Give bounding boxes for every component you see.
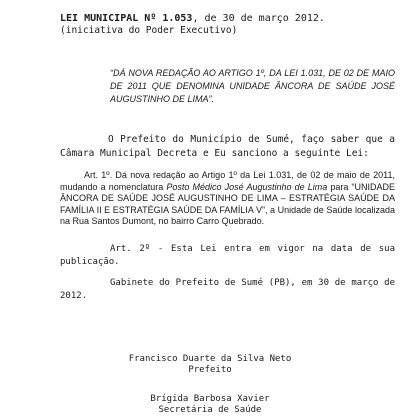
preamble: O Prefeito do Município de Sumé, faço saber que a Câmara Municipal Decreta e Eu sanciono a seguinte Lei: bbox=[60, 134, 395, 159]
signature-role: Secretária de Saúde bbox=[158, 405, 262, 415]
initiative-note: (iniciativa do Poder Executivo) bbox=[60, 25, 238, 36]
article-1-text-b: para “UNIDADE ÂNCORA DE SAÚDE JOSÉ AUGUSTINHO DE LIMA – ESTRATÉGIA SAÚDE DA FAMÍLIA II E ESTRATÉGIA SAÚDE DA FAMÍLIA V”, a Unidade de Saúde localizada na Rua Santos Dumont, no bairro Carro Quebrado. bbox=[60, 181, 396, 226]
article-1-italic-name: Posto Médico José Augustinho de Lima bbox=[166, 181, 328, 192]
signature-health-secretary bbox=[0, 394, 420, 416]
article-2: Art. 2º - Esta Lei entra em vigor na data de sua publicação. bbox=[60, 244, 395, 267]
signature-role: Prefeito bbox=[188, 365, 232, 375]
law-number: LEI MUNICIPAL Nº 1.053 bbox=[60, 13, 193, 24]
gabinete-statement: Gabinete do Prefeito de Sumé (PB), em 30 de março de 2012. bbox=[60, 278, 395, 301]
law-title bbox=[60, 13, 325, 25]
article-1-text-a: Art. 1º. Dá nova redação ao Artigo 1º da Lei 1.031, de 02 de maio de 2011, mudando a nomenclatura bbox=[60, 170, 395, 192]
law-date: , de 30 de março 2012. bbox=[192, 13, 325, 24]
signature-name: Francisco Duarte da Silva Neto bbox=[128, 354, 292, 364]
signature-name: Brígida Barbosa Xavier bbox=[150, 394, 270, 404]
article-1 bbox=[60, 170, 395, 228]
signature-mayor bbox=[0, 354, 420, 376]
ementa: “DÁ NOVA REDAÇÃO AO ARTIGO 1º, DA LEI 1.031, DE 02 DE MAIO DE 2011 QUE DENOMINA UNIDADE ÂNCORA DE SAÚDE JOSÉ AUGUSTINHO DE LIMA”. bbox=[110, 68, 395, 104]
